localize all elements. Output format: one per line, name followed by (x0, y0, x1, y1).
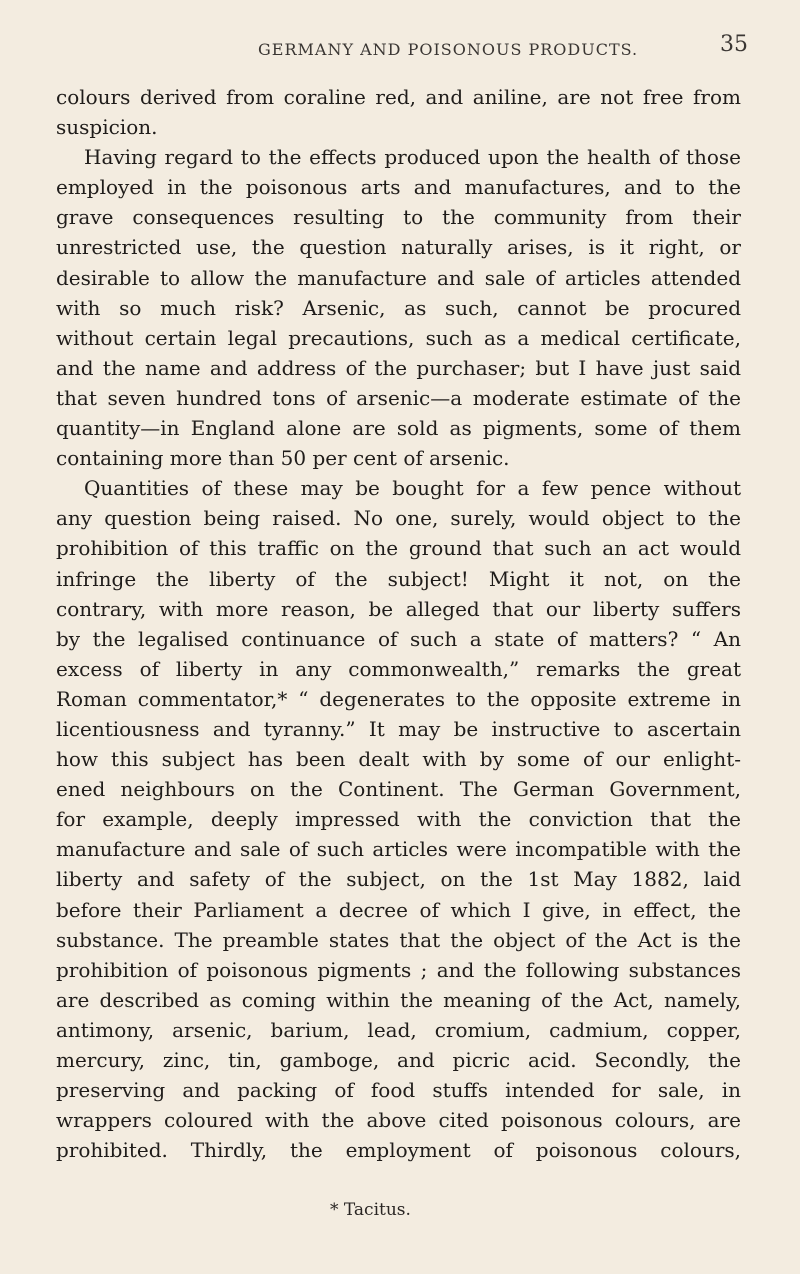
text-line: that seven hundred tons of arsenic—a moderate estimate of the (56, 385, 741, 410)
page-number: 35 (720, 32, 748, 57)
text-line: prohibited. Thirdly, the employment of poisonous colours, (56, 1138, 741, 1163)
text-line: containing more than 50 per cent of arsenic. (56, 446, 510, 471)
text-line: Roman commentator,* “ degenerates to the opposite extreme in (56, 686, 741, 711)
text-line: how this subject has been dealt with by some of our enlight- (56, 747, 741, 772)
text-line: prohibition of poisonous pigments ; and the following substances (56, 957, 741, 982)
text-line: Having regard to the effects produced upon the health of those (84, 145, 741, 170)
text-line: are described as coming within the meaning of the Act, namely, (56, 987, 741, 1012)
text-line: before their Parliament a decree of which I give, in effect, the (56, 897, 741, 922)
text-line: without certain legal precautions, such as a medical certificate, (56, 325, 741, 350)
text-line: substance. The preamble states that the object of the Act is the (56, 927, 741, 952)
body-text (56, 82, 741, 1165)
text-line: with so much risk? Arsenic, as such, cannot be procured (56, 295, 741, 320)
text-line: mercury, zinc, tin, gamboge, and picric acid. Secondly, the (56, 1048, 741, 1072)
text-line: antimony, arsenic, barium, lead, cromium, cadmium, copper, (56, 1017, 741, 1042)
text-line: unrestricted use, the question naturally arises, is it right, or (56, 235, 741, 260)
text-line: for example, deeply impressed with the conviction that the (56, 807, 741, 832)
text-line: suspicion. (56, 115, 158, 140)
text-line: liberty and safety of the subject, on the 1st May 1882, laid (56, 867, 741, 892)
text-line: quantity—in England alone are sold as pigments, some of them (56, 416, 741, 441)
text-line: contrary, with more reason, be alleged that our liberty suffers (56, 596, 741, 621)
text-line: by the legalised continuance of such a state of matters? “ An (56, 626, 741, 651)
running-title: GERMANY AND POISONOUS PRODUCTS. (258, 40, 639, 59)
text-line: ened neighbours on the Continent. The German Government, (56, 777, 741, 802)
page-header (0, 32, 800, 66)
text-line: and the name and address of the purchaser; but I have just said (56, 355, 741, 380)
text-line: employed in the poisonous arts and manufactures, and to the (56, 175, 741, 200)
text-line: manufacture and sale of such articles were incompatible with the (56, 837, 741, 862)
text-line: wrappers coloured with the above cited poisonous colours, are (56, 1108, 741, 1133)
text-line: excess of liberty in any commonwealth,” remarks the great (56, 656, 741, 681)
footnote: * Tacitus. (330, 1200, 411, 1220)
text-line: Quantities of these may be bought for a few pence without (84, 476, 741, 501)
text-line: licentiousness and tyranny.” It may be instructive to ascertain (56, 716, 741, 741)
text-line: grave consequences resulting to the community from their (56, 205, 741, 230)
text-line: colours derived from coraline red, and aniline, are not free from (56, 85, 741, 109)
text-line: infringe the liberty of the subject! Might it not, on the (56, 566, 741, 591)
text-line: preserving and packing of food stuffs intended for sale, in (56, 1078, 741, 1103)
text-line: any question being raised. No one, surely, would object to the (56, 506, 741, 531)
text-line: prohibition of this traffic on the ground that such an act would (56, 536, 741, 561)
text-line: desirable to allow the manufacture and sale of articles attended (56, 265, 741, 290)
